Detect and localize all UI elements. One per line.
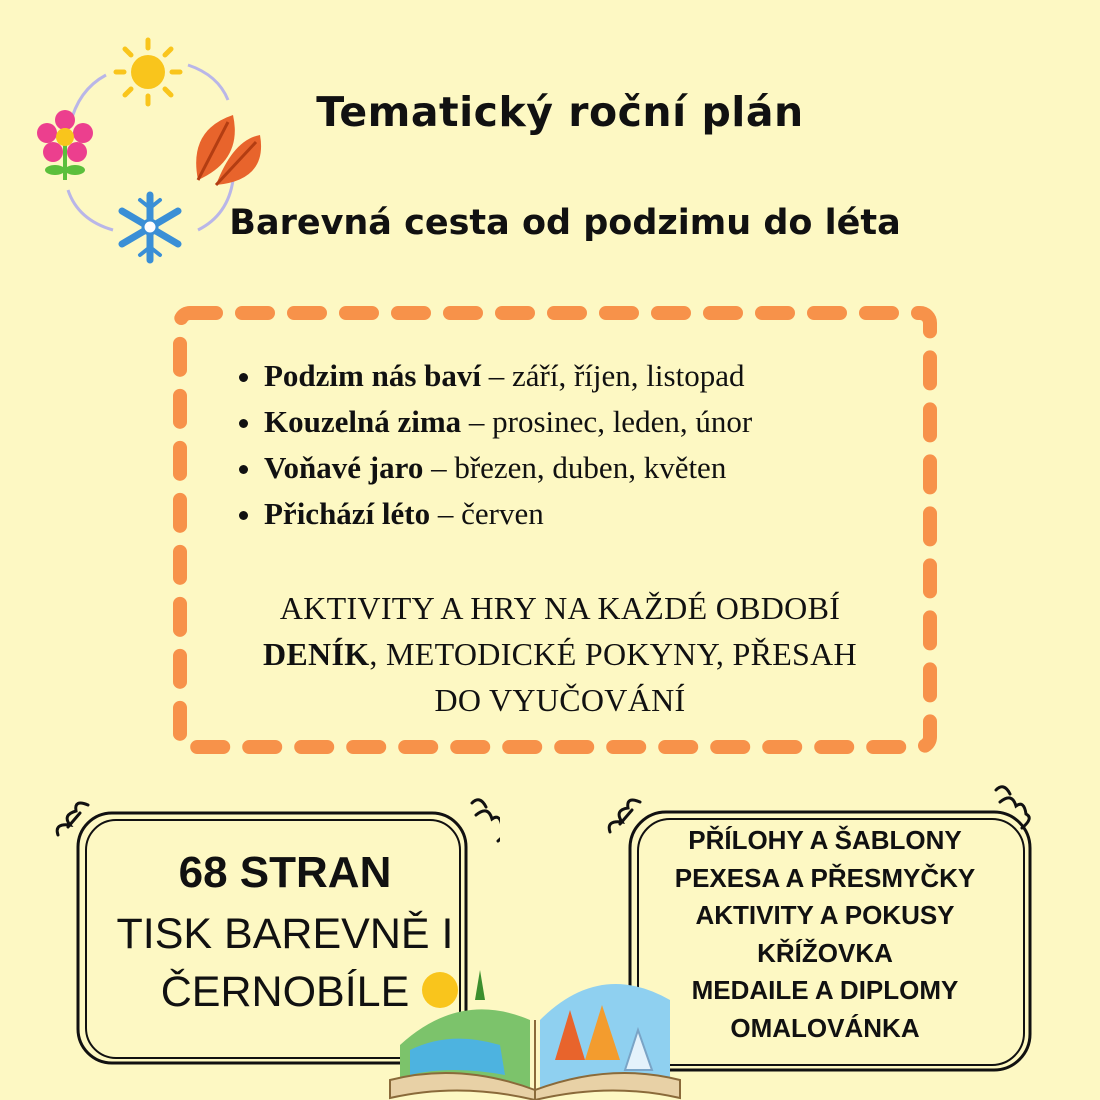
open-book-illustration bbox=[380, 950, 690, 1100]
activities-text bbox=[205, 585, 915, 723]
activities-line-1: AKTIVITY A HRY NA KAŽDÉ OBDOBÍ bbox=[279, 590, 841, 626]
theme-name: Voňavé jaro bbox=[264, 450, 424, 485]
autumn-leaves-icon bbox=[196, 115, 261, 185]
activities-line-2-rest: , METODICKÉ POKYNY, PŘESAH bbox=[369, 636, 857, 672]
extras-item: PEXESA A PŘESMYČKY bbox=[674, 862, 976, 893]
snowflake-icon bbox=[122, 195, 178, 260]
theme-item-autumn bbox=[264, 353, 904, 399]
theme-list bbox=[230, 353, 904, 537]
theme-months: – březen, duben, květen bbox=[423, 450, 727, 485]
diary-label: DENÍK bbox=[263, 636, 370, 672]
extras-item: AKTIVITY A POKUSY bbox=[695, 900, 955, 930]
theme-name: Podzim nás baví bbox=[264, 358, 482, 393]
activities-line-3: DO VYUČOVÁNÍ bbox=[434, 682, 686, 718]
extras-item: KŘÍŽOVKA bbox=[757, 937, 893, 968]
extras-item: MEDAILE A DIPLOMY bbox=[691, 975, 959, 1005]
theme-months: – září, říjen, listopad bbox=[481, 358, 745, 393]
activities-line-2 bbox=[205, 631, 915, 677]
theme-months: – červen bbox=[430, 496, 544, 531]
theme-item-summer bbox=[264, 491, 904, 537]
page-count-label: 68 STRAN bbox=[178, 848, 392, 897]
extras-item: PŘÍLOHY A ŠABLONY bbox=[688, 825, 962, 855]
extras-list bbox=[650, 822, 1000, 1047]
theme-item-spring bbox=[264, 445, 904, 491]
theme-name: Přichází léto bbox=[264, 496, 431, 531]
sun-icon bbox=[116, 40, 180, 104]
page-subtitle: Barevná cesta od podzimu do léta bbox=[229, 203, 901, 243]
theme-name: Kouzelná zima bbox=[264, 404, 462, 439]
page-title: Tematický roční plán bbox=[316, 88, 804, 136]
theme-item-winter bbox=[264, 399, 904, 445]
print-info-line-1: TISK BAREVNĚ I bbox=[116, 910, 454, 958]
theme-months: – prosinec, leden, únor bbox=[461, 404, 753, 439]
extras-item: OMALOVÁNKA bbox=[730, 1012, 920, 1043]
print-info-line-2: ČERNOBÍLE bbox=[160, 968, 410, 1016]
flower-icon bbox=[37, 110, 93, 180]
